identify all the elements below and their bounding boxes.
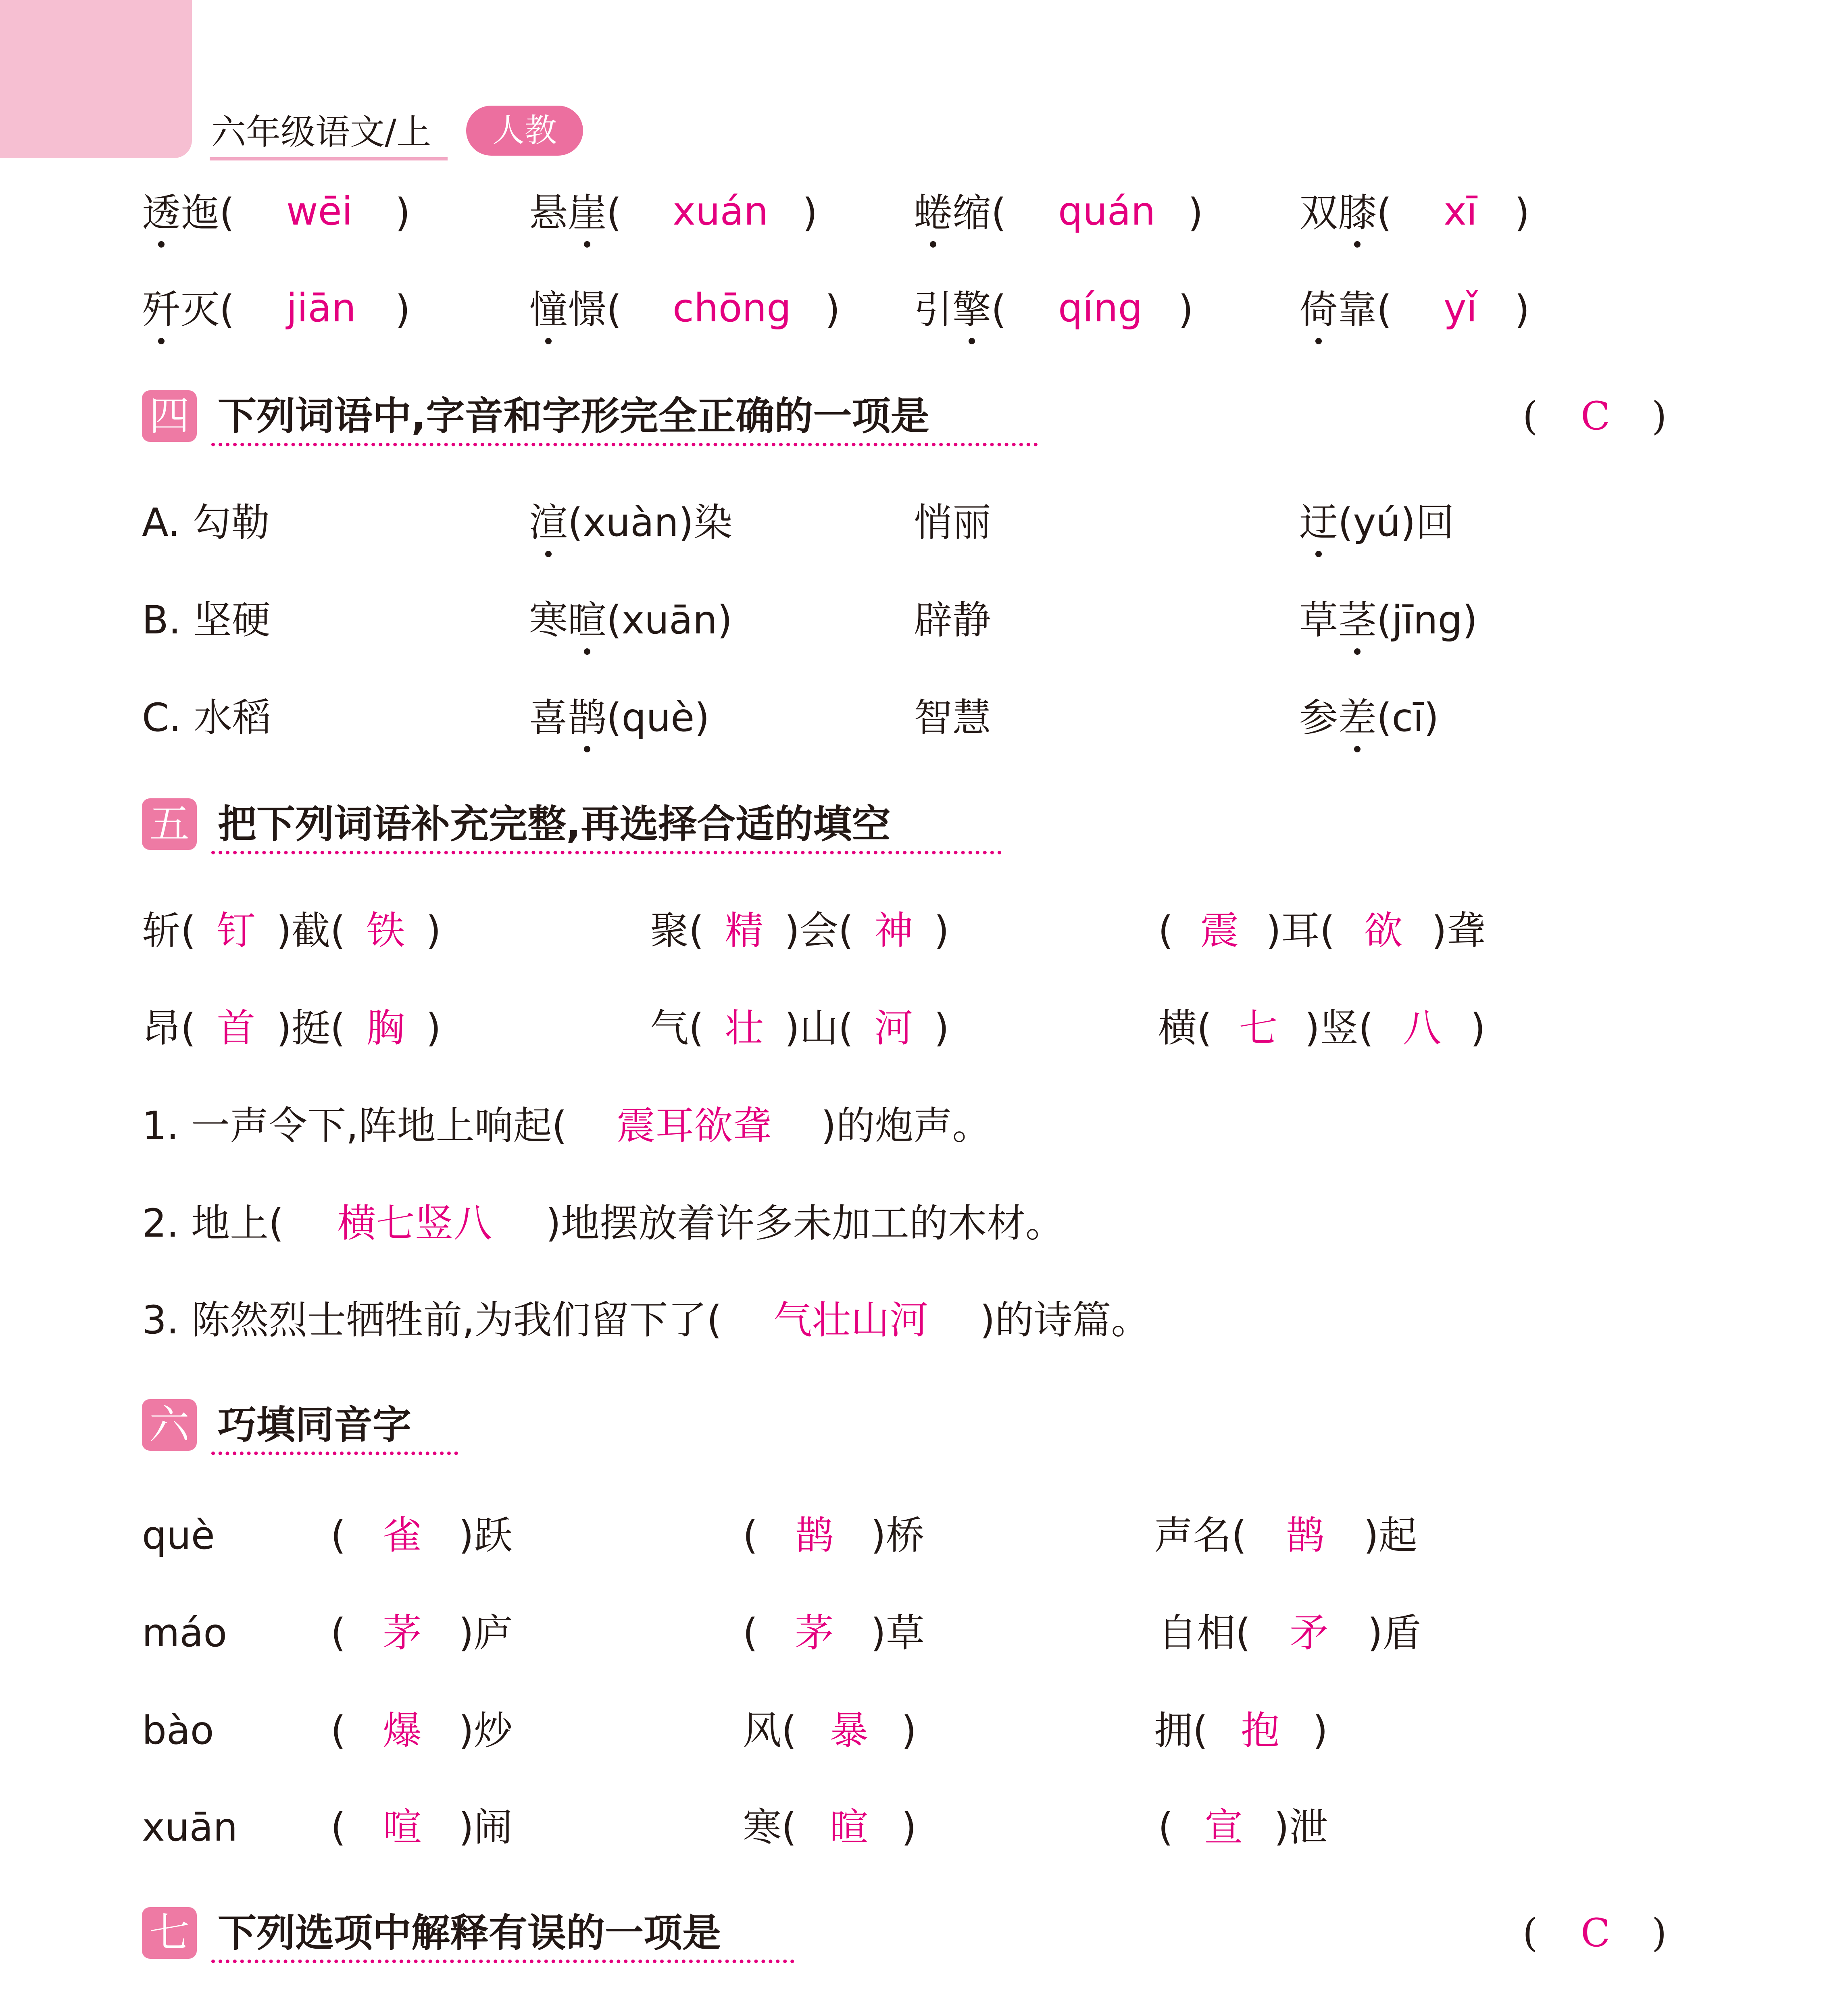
idiom-fill: 气( 壮 )山( 河 ) <box>650 1006 949 1051</box>
option-label: C. 水稻 <box>142 695 271 740</box>
section-title: 下列选项中解释有误的一项是 <box>218 1910 721 1956</box>
idiom-fill: 聚( 精 )会( 神 ) <box>650 908 949 953</box>
close-paren: ) <box>1178 287 1194 332</box>
close-paren: ) <box>825 287 840 332</box>
section-title: 下列词语中,字音和字形完全正确的一项是 <box>218 394 929 439</box>
homophone-fill: ( 雀 )跃 <box>331 1513 513 1558</box>
idiom-fill: 斩( 钉 )截( 铁 ) <box>142 908 441 953</box>
idiom-fill: 昂( 首 )挺( 胸 ) <box>142 1006 441 1051</box>
pinyin-label: què <box>142 1513 215 1558</box>
answer-open-paren: ( <box>1523 1910 1538 1956</box>
close-paren: ) <box>395 287 410 332</box>
title-dotted-underline <box>211 1960 794 1963</box>
homophone-fill: ( 鹊 )桥 <box>743 1513 925 1558</box>
section-number-badge: 五 <box>142 798 197 850</box>
close-paren: ) <box>395 190 410 235</box>
pinyin-answer: qíng <box>1058 285 1143 331</box>
homophone-fill: 寒( 暄 ) <box>743 1805 917 1850</box>
homophone-fill: 自相( 矛 )盾 <box>1158 1610 1421 1656</box>
answer-close-paren: ) <box>1652 1910 1667 1956</box>
close-paren: ) <box>1515 190 1530 235</box>
homophone-fill: ( 茅 )草 <box>743 1610 925 1656</box>
option-word: 寒暄(xuān) <box>529 596 732 644</box>
option-word: 渲(xuàn)染 <box>529 498 732 547</box>
corner-tab <box>0 0 192 158</box>
section-number-badge: 七 <box>142 1907 197 1959</box>
answer-open-paren: ( <box>1523 394 1538 439</box>
close-paren: ) <box>802 190 818 235</box>
title-dotted-underline <box>211 443 1038 446</box>
option-word: 迂(yú)回 <box>1299 498 1454 547</box>
pinyin-answer: wēi <box>286 189 353 234</box>
close-paren: ) <box>1188 190 1203 235</box>
homophone-fill: ( 爆 )炒 <box>331 1708 513 1753</box>
homophone-fill: 声名( 鹊 )起 <box>1154 1513 1417 1558</box>
answer-choice: C <box>1581 394 1611 439</box>
fill-sentence: 3. 陈然烈士牺牲前,为我们留下了( 气壮山河 )的诗篇。 <box>142 1297 1150 1343</box>
section-number-badge: 四 <box>142 390 197 442</box>
pinyin-answer: yǐ <box>1444 285 1477 331</box>
pinyin-word: 憧憬( <box>529 285 621 334</box>
section-title: 巧填同音字 <box>218 1402 411 1447</box>
option-label: B. 坚硬 <box>142 598 271 643</box>
pinyin-word: 蜷缩( <box>914 189 1006 237</box>
pinyin-label: máo <box>142 1610 227 1656</box>
fill-sentence: 1. 一声令下,阵地上响起( 震耳欲聋 )的炮声。 <box>142 1103 991 1148</box>
option-word: 辟静 <box>914 598 991 643</box>
option-word: 悄丽 <box>914 500 991 545</box>
homophone-fill: ( 喧 )闹 <box>331 1805 513 1850</box>
answer-close-paren: ) <box>1652 394 1667 439</box>
answer-choice: C <box>1581 1910 1611 1956</box>
homophone-fill: 拥( 抱 ) <box>1154 1708 1328 1753</box>
pinyin-word: 双膝( <box>1299 189 1392 237</box>
title-dotted-underline <box>211 851 1002 854</box>
idiom-fill: 横( 七 )竖( 八 ) <box>1158 1006 1486 1051</box>
pinyin-word: 倚靠( <box>1299 285 1392 334</box>
option-label: A. 勾勒 <box>142 500 270 545</box>
option-word: 喜鹊(què) <box>529 694 710 742</box>
section-title: 把下列词语补充完整,再选择合适的填空 <box>218 802 891 847</box>
idiom-fill: ( 震 )耳( 欲 )聋 <box>1158 908 1486 953</box>
close-paren: ) <box>1515 287 1530 332</box>
pinyin-answer: xuán <box>673 189 769 234</box>
header-underline <box>210 157 448 160</box>
fill-sentence: 2. 地上( 横七竖八 )地摆放着许多未加工的木材。 <box>142 1201 1065 1246</box>
option-word: 智慧 <box>914 695 991 740</box>
edition-badge: 人教 <box>466 106 583 156</box>
pinyin-answer: quán <box>1058 189 1156 234</box>
title-dotted-underline <box>211 1452 458 1455</box>
option-word: 草茎(jīng) <box>1299 596 1477 644</box>
homophone-fill: ( 茅 )庐 <box>331 1610 513 1656</box>
pinyin-word: 引擎( <box>914 285 1006 334</box>
pinyin-answer: xī <box>1444 189 1477 234</box>
pinyin-word: 透迤( <box>142 189 234 237</box>
book-title: 六年级语文/上 <box>211 112 431 152</box>
homophone-fill: ( 宣 )泄 <box>1158 1805 1328 1850</box>
pinyin-answer: chōng <box>673 285 792 331</box>
pinyin-word: 悬崖( <box>529 189 621 237</box>
homophone-fill: 风( 暴 ) <box>743 1708 917 1753</box>
pinyin-label: xuān <box>142 1805 238 1850</box>
section-number-badge: 六 <box>142 1399 197 1451</box>
pinyin-answer: jiān <box>286 285 356 331</box>
option-word: 参差(cī) <box>1299 694 1439 742</box>
pinyin-word: 歼灭( <box>142 285 234 334</box>
pinyin-label: bào <box>142 1708 214 1753</box>
